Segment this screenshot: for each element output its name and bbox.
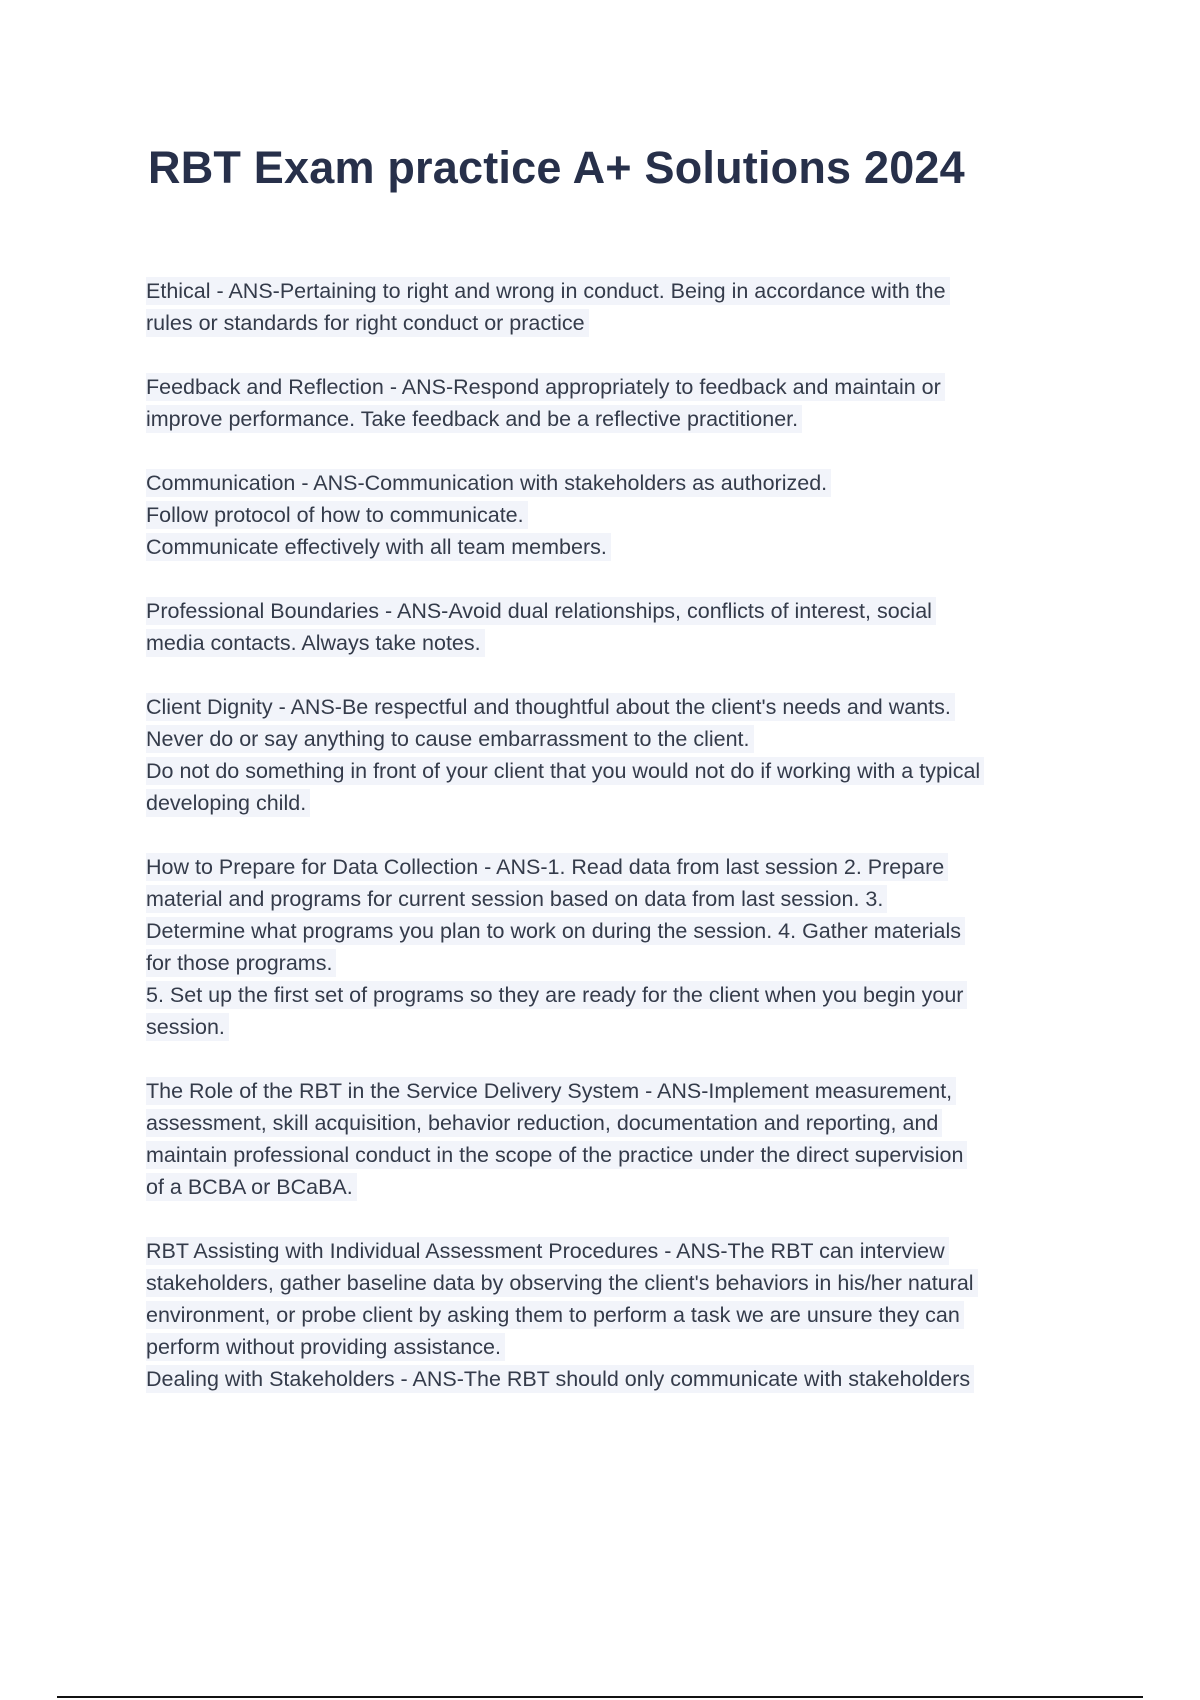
text-line: improve performance. Take feedback and be a reflective practitioner.	[146, 403, 1091, 435]
text-line: Feedback and Reflection - ANS-Respond appropriately to feedback and maintain or	[146, 371, 1091, 403]
qa-entry-communication	[146, 467, 1091, 563]
text-line: Client Dignity - ANS-Be respectful and thoughtful about the client's needs and wants.	[146, 691, 1091, 723]
qa-entry-professional-boundaries	[146, 595, 1091, 659]
text-line: material and programs for current session based on data from last session. 3.	[146, 883, 1091, 915]
qa-entry-assessment-procedures	[146, 1235, 1091, 1395]
text-line: Communication - ANS-Communication with stakeholders as authorized.	[146, 467, 1091, 499]
text-line: Professional Boundaries - ANS-Avoid dual relationships, conflicts of interest, social	[146, 595, 1091, 627]
text-line: Determine what programs you plan to work on during the session. 4. Gather materials	[146, 915, 1091, 947]
text-line: environment, or probe client by asking them to perform a task we are unsure they can	[146, 1299, 1091, 1331]
qa-entry-feedback-reflection	[146, 371, 1091, 435]
text-line: stakeholders, gather baseline data by observing the client's behaviors in his/her natural	[146, 1267, 1091, 1299]
text-line: assessment, skill acquisition, behavior reduction, documentation and reporting, and	[146, 1107, 1091, 1139]
text-line: for those programs.	[146, 947, 1091, 979]
text-line: maintain professional conduct in the scope of the practice under the direct supervision	[146, 1139, 1091, 1171]
qa-entry-client-dignity	[146, 691, 1091, 819]
text-line: The Role of the RBT in the Service Delivery System - ANS-Implement measurement,	[146, 1075, 1091, 1107]
footer-divider	[57, 1696, 1143, 1698]
text-line: Follow protocol of how to communicate.	[146, 499, 1091, 531]
text-line: How to Prepare for Data Collection - ANS-1. Read data from last session 2. Prepare	[146, 851, 1091, 883]
text-line: Dealing with Stakeholders - ANS-The RBT should only communicate with stakeholders	[146, 1363, 1091, 1395]
text-line: developing child.	[146, 787, 1091, 819]
text-line: perform without providing assistance.	[146, 1331, 1091, 1363]
text-line: Do not do something in front of your client that you would not do if working with a typical	[146, 755, 1091, 787]
qa-entry-ethical	[146, 275, 1091, 339]
text-line: Communicate effectively with all team members.	[146, 531, 1091, 563]
text-line: session.	[146, 1011, 1091, 1043]
text-line: of a BCBA or BCaBA.	[146, 1171, 1091, 1203]
qa-entry-data-collection	[146, 851, 1091, 1043]
text-line: media contacts. Always take notes.	[146, 627, 1091, 659]
text-line: RBT Assisting with Individual Assessment Procedures - ANS-The RBT can interview	[146, 1235, 1091, 1267]
document-body	[146, 275, 1091, 1395]
text-line: Ethical - ANS-Pertaining to right and wrong in conduct. Being in accordance with the	[146, 275, 1091, 307]
text-line: rules or standards for right conduct or practice	[146, 307, 1091, 339]
page-title: RBT Exam practice A+ Solutions 2024	[148, 142, 965, 193]
text-line: 5. Set up the first set of programs so they are ready for the client when you begin your	[146, 979, 1091, 1011]
text-line: Never do or say anything to cause embarrassment to the client.	[146, 723, 1091, 755]
qa-entry-role-of-rbt	[146, 1075, 1091, 1203]
